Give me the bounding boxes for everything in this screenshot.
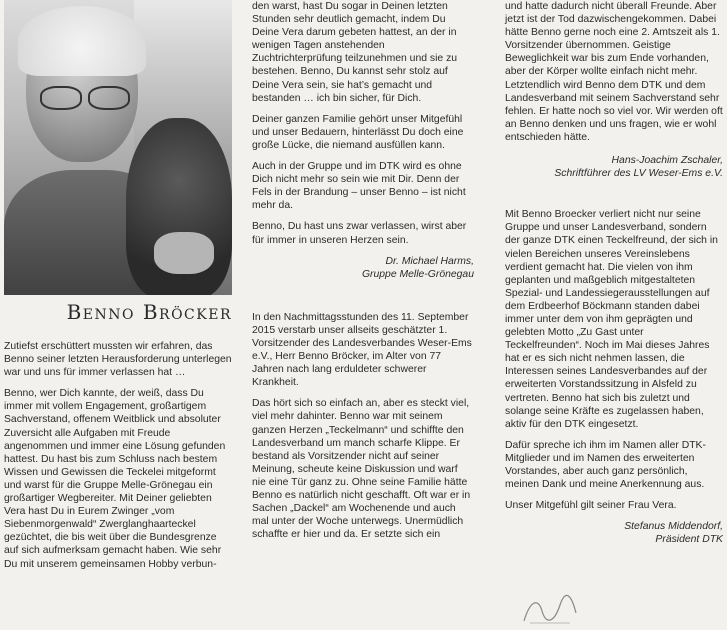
col1-paragraph-1: Zutiefst erschüttert mussten wir erfahren, das Benno seiner letzten Herausforderung unterlegen war und uns für immer verlassen hat … [4,341,232,379]
col3-paragraph-1: und hatte dadurch nicht überall Freunde. Aber jetzt ist der Tod dazwischengekommen. Dabei hätte Benno gerne noch eine 2. Amtszeit als 1. Vorsitzender übernommen. Geistige Beweglichkeit war bis zum Ende vorhanden, aber der Körper wollte einfach nicht mehr. Letztendlich wird Benno dem DTK und dem Landesverband mit seinem Sachverstand sehr fehlen. Er hatte noch so viel vor. Wir werden oft an Benno denken und uns fragen, wie er wohl entschieden hätte. [505,1,723,143]
col2-paragraph-5: In den Nachmittagsstunden des 11. September 2015 verstarb unser allseits geschätzter 1. Vorsitzender des Landesverbandes Weser-Ems e.V., Herr Benno Bröcker, im Alter von 77 Jahren nach lang erduldeter schwerer Krankheit. [252,311,472,389]
signature-harms-name: Dr. Michael Harms, [385,255,474,267]
signature-zschaler-role: Schriftführer des LV Weser-Ems e.V. [554,168,723,180]
signature-middendorf [505,520,723,546]
signature-harms [252,255,474,281]
col2-paragraph-4: Benno, Du hast uns zwar verlassen, wirst aber für immer in unseren Herzen sein. [252,221,467,246]
column-1 [4,340,232,579]
signature-middendorf-name: Stefanus Middendorf, [624,521,723,533]
signature-middendorf-role: Präsident DTK [655,534,723,546]
col3-paragraph-4: Unser Mitgefühl gilt seiner Frau Vera. [505,500,677,512]
col1-paragraph-2: Benno, wer Dich kannte, der weiß, dass Du immer mit vollem Engagement, großartigem Sachverstand, offenem Weitblick und absoluter Zuversicht alle Aufgaben mit Freude angenommen und immer eine Lösung gefunden hattest. Du hast bis zum Schluss nach bestem Wissen und Gewissen die Teckelei mitgeformt und warst für die Gruppe Melle-Grönegau ein großartiger Wegbereiter. Mit Deiner geliebten Vera hast Du in Eurem Zwinger „vom Siebenmorgenwald“ Zwerglanghaarteckel gezüchtet, die bis weit über die Bundesgrenze auf sich aufmerksam gemacht haben. Wie sehr Du mit unserem gemeinsamen Hobby verbun- [4,388,226,570]
signature-zschaler-name: Hans-Joachim Zschaler, [611,155,723,167]
signature-zschaler [505,154,723,180]
col2-paragraph-6: Das hört sich so einfach an, aber es steckt viel, viel mehr dahinter. Benno war mit seinem ganzen Herzen „Teckelmann“ und schiffte den Landesverband um manch scharfe Klippe. Er bestand als Vorsitzender nicht auf seiner Meinung, scheute keine Diskussion und warf nie eine Tür ganz zu. Ohne seine Familie hätte Benno es natürlich nicht geschafft. Oft war er in Sachen „Dackel“ am Wochenende und auch mal unter der Woche unterwegs. Unermüdlich schaffte er hier und da. Er setzte sich ein [252,398,471,541]
column-2 [252,0,474,549]
signature-harms-role: Gruppe Melle-Grönegau [361,268,474,280]
col3-paragraph-3: Dafür spreche ich ihm im Namen aller DTK-Mitglieder und im Namen des erweiterten Vorstandes, aber auch ganz persönlich, meinen Dank und meine Anerkennung aus. [505,439,706,491]
col2-paragraph-1: den warst, hast Du sogar in Deinen letzten Stunden sehr deutlich gemacht, indem Du Deine Vera darum gebeten hattest, an der in wenigen Tagen anstehenden Zuchtrichterprüfung teilzunehmen und sie zu bestehen. Benno, Du kannst sehr stolz auf Deine Vera sein, sie hat’s gemacht und bestanden … ich bin sicher, für Dich. [252,1,458,104]
photo-person-hair [18,6,146,76]
col3-paragraph-2: Mit Benno Broecker verliert nicht nur seine Gruppe und unser Landesverband, sondern der ganze DTK einen Teckelfreund, der sich in vielen Bereichen unseres Vereinslebens verdient gemacht hat. Die vielen von ihm geplanten und maßgeblich mitgestalteten Spezial- und Landessiegerausstellungen auf dem Erdbeerhof Böckmann standen dabei immer unter dem von ihm geprägten und gelebten Motto „Zu Gast unter Teckelfreunden“. Noch im Mai dieses Jahres hat er es sich nicht nehmen lassen, die Interessen seines Landesverbandes auf der erweiterten Vorstandssitzung in Alsfeld zu vertreten. Benno hat sich bis zuletzt und solange seine Kräfte es zugelassen haben, aktiv für den DTK eingesetzt. [505,209,718,430]
photo-glasses [36,86,132,108]
photo-hand [154,232,214,274]
signature-scribble-icon [520,593,580,627]
portrait-photo [4,0,232,295]
col2-paragraph-3: Auch in der Gruppe und im DTK wird es ohne Dich nicht mehr so sein wie mit Dir. Denn der Fels in der Brandung – unser Benno – ist nicht mehr da. [252,161,466,212]
obituary-name-heading: Benno Bröcker [66,300,232,324]
column-3 [505,0,723,554]
col2-paragraph-2: Deiner ganzen Familie gehört unser Mitgefühl und unser Bedauern, hinterlässt Du doch eine große Lücke, die niemand ausfüllen kann. [252,113,464,151]
